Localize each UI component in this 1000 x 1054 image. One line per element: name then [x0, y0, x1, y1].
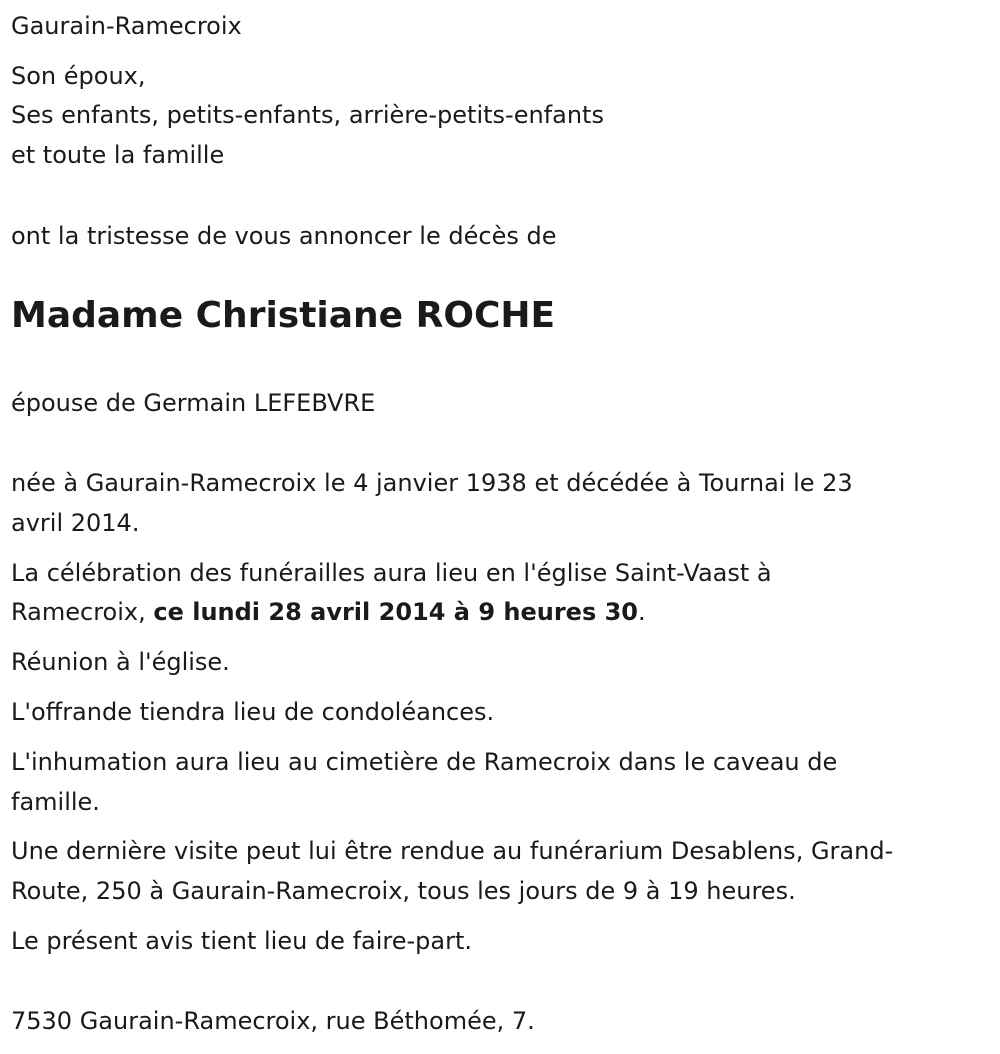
offering-text: L'offrande tiendra lieu de condoléances. — [11, 698, 495, 726]
funeral-line-2 — [11, 592, 646, 632]
announcement-text: ont la tristesse de vous annoncer le décès de — [11, 222, 557, 250]
spouse-text: épouse de Germain LEFEBVRE — [11, 389, 376, 417]
gathering-text: Réunion à l'église. — [11, 648, 230, 676]
announcer-line-2: Ses enfants, petits-enfants, arrière-petits-enfants — [11, 101, 604, 129]
burial-line-2: famille. — [11, 788, 100, 816]
deceased-name: Madame Christiane ROCHE — [11, 295, 556, 336]
location-header: Gaurain-Ramecroix — [11, 12, 242, 40]
funeral-place: Ramecroix, — [11, 598, 154, 626]
funeral-line-1: La célébration des funérailles aura lieu en l'église Saint-Vaast à — [11, 559, 772, 587]
burial-line-1: L'inhumation aura lieu au cimetière de Ramecroix dans le caveau de — [11, 748, 838, 776]
funeral-period: . — [637, 598, 646, 626]
announcer-line-3: et toute la famille — [11, 141, 225, 169]
address-text: 7530 Gaurain-Ramecroix, rue Béthomée, 7. — [11, 1007, 535, 1035]
visit-line-1: Une dernière visite peut lui être rendue au funérarium Desablens, Grand- — [11, 837, 894, 865]
birth-death-line-1: née à Gaurain-Ramecroix le 4 janvier 1938 et décédée à Tournai le 23 — [11, 469, 853, 497]
notice-text: Le présent avis tient lieu de faire-part. — [11, 927, 473, 955]
birth-death-line-2: avril 2014. — [11, 509, 140, 537]
funeral-datetime: ce lundi 28 avril 2014 à 9 heures 30 — [153, 598, 638, 626]
visit-line-2: Route, 250 à Gaurain-Ramecroix, tous les jours de 9 à 19 heures. — [11, 877, 796, 905]
announcer-line-1: Son époux, — [11, 62, 146, 90]
